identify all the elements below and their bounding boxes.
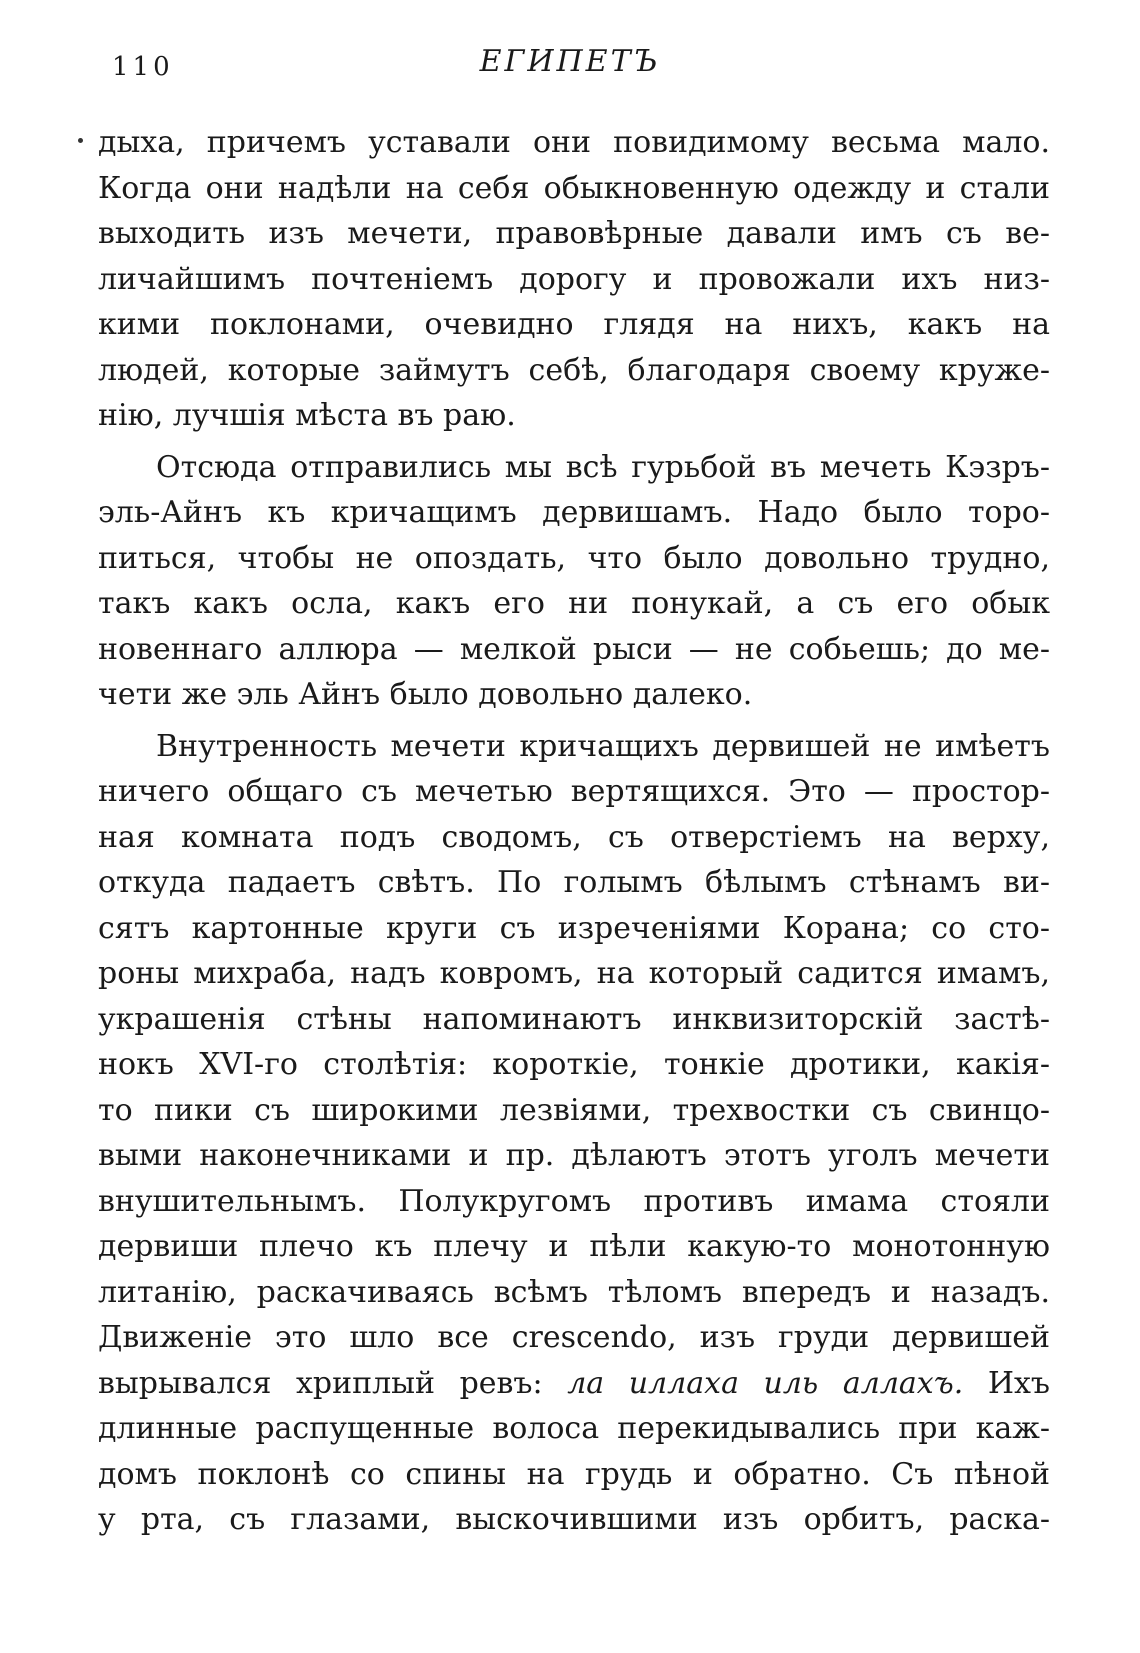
text-segment: Ихъ	[963, 1365, 1050, 1401]
text-line: чети же эль Айнъ было довольно далеко.	[98, 677, 753, 712]
text-line: дервиши плечо къ плечу и пѣли какую-то монотонную	[98, 1229, 1050, 1264]
text-line: нію, лучшія мѣста въ раю.	[98, 398, 516, 433]
body-text	[98, 120, 1050, 1543]
italic-phrase: ла иллаха иль аллахъ.	[567, 1365, 964, 1401]
text-line: эль-Айнъ къ кричащимъ дервишамъ. Надо было торо-	[98, 495, 1050, 530]
text-line: сятъ картонные круги съ изреченіями Корана; со сто-	[98, 910, 1050, 946]
text-segment: вырывался хриплый ревъ:	[98, 1365, 568, 1401]
text-line-mixed	[98, 1361, 1050, 1407]
text-line: Движеніе это шло все crescendo, изъ груди дервишей	[98, 1320, 1050, 1355]
text-line: выми наконечниками и пр. дѣлаютъ этотъ уголъ мечети	[98, 1138, 1050, 1173]
paragraph-3	[98, 724, 1050, 1543]
text-line: выходить изъ мечети, правовѣрные давали имъ съ ве-	[98, 216, 1050, 251]
text-line: то пики съ широкими лезвіями, трехвостки съ свинцо-	[98, 1092, 1050, 1128]
running-title: ЕГИПЕТЪ	[479, 44, 661, 79]
text-line: питься, чтобы не опоздать, что было довольно трудно,	[98, 540, 1050, 576]
text-line: Отсюда отправились мы всѣ гурьбой въ мечеть Кэзръ-	[156, 449, 1050, 485]
page-number: 110	[112, 52, 174, 82]
margin-mark	[78, 138, 83, 143]
text-line: длинные распущенные волоса перекидывались при каж-	[98, 1411, 1050, 1446]
text-line: внушительнымъ. Полукругомъ противъ имама стояли	[98, 1183, 1050, 1219]
text-line: Внутренность мечети кричащихъ дервишей не имѣетъ	[156, 728, 1050, 764]
text-line: откуда падаетъ свѣтъ. По голымъ бѣлымъ стѣнамъ ви-	[98, 865, 1050, 900]
text-line: личайшимъ почтеніемъ дорогу и провожали ихъ низ-	[98, 261, 1050, 297]
text-line: роны михраба, надъ ковромъ, на который садится имамъ,	[98, 956, 1050, 991]
paragraph-2	[98, 445, 1050, 718]
text-line: людей, которые займутъ себѣ, благодаря своему круже-	[98, 352, 1050, 388]
paragraph-1	[98, 120, 1050, 439]
text-line: у рта, съ глазами, выскочившими изъ орбитъ, раска-	[98, 1502, 1050, 1537]
text-line: домъ поклонѣ со спины на грудь и обратно. Съ пѣной	[98, 1456, 1050, 1492]
text-line: такъ какъ осла, какъ его ни понукай, а съ его обык	[98, 586, 1050, 621]
text-line: нокъ XVI-го столѣтія: короткіе, тонкіе дротики, какія-	[98, 1047, 1050, 1082]
page-header	[0, 44, 1140, 84]
text-line: украшенія стѣны напоминаютъ инквизиторскій застѣ-	[98, 1001, 1050, 1037]
text-line: новеннаго аллюра — мелкой рыси — не собьешь; до ме-	[98, 631, 1050, 667]
text-line: Когда они надѣли на себя обыкновенную одежду и стали	[98, 170, 1050, 206]
text-line: дыха, причемъ уставали они повидимому весьма мало.	[98, 125, 1050, 160]
text-line: кими поклонами, очевидно глядя на нихъ, какъ на	[98, 307, 1050, 342]
text-line: ная комната подъ сводомъ, съ отверстіемъ на верху,	[98, 819, 1050, 855]
text-line: литанію, раскачиваясь всѣмъ тѣломъ впередъ и назадъ.	[98, 1274, 1050, 1310]
text-line: ничего общаго съ мечетью вертящихся. Это — простор-	[98, 774, 1050, 809]
